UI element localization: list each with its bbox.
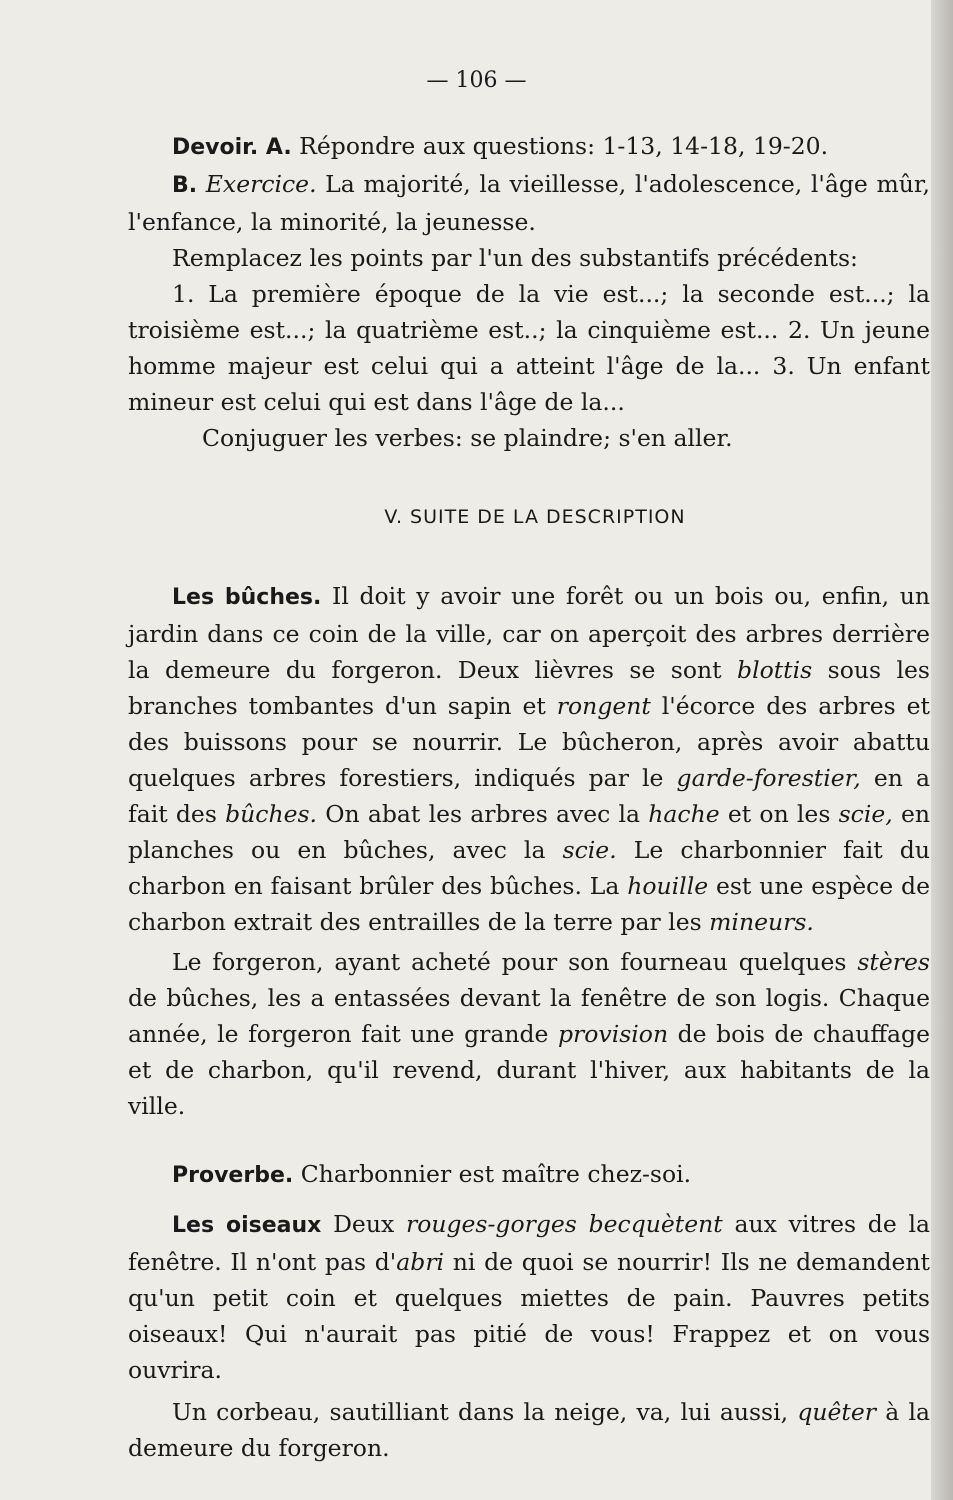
- term-mineurs: mineurs.: [709, 908, 814, 936]
- proverbe-text: Charbonnier est maître chez-soi.: [293, 1160, 692, 1188]
- devoir-text: Répondre aux questions: 1-13, 14-18, 19-20.: [291, 132, 829, 160]
- buches-text: l'écorce des arbres et des buissons pour se nourrir. Le bûcheron, après avoir abattu quelques arbres forestiers, indiqués par le: [128, 692, 930, 792]
- buches-section: [128, 578, 930, 1124]
- term-garde-forestier: garde-forestier,: [676, 764, 861, 792]
- buches-text: de bûches, les a entassées devant la fenêtre de son logis. Chaque année, le forgeron fait une grande: [128, 984, 930, 1048]
- assignment-block: [128, 128, 930, 456]
- buches-text: en a fait des: [128, 764, 931, 828]
- buches-text: Le charbonnier fait du charbon en faisant brûler des bûches. La: [128, 836, 930, 900]
- term-rouges-gorges: rouges-gorges becquètent: [405, 1210, 723, 1238]
- term-hache: hache: [648, 800, 720, 828]
- section-heading: V. SUITE DE LA DESCRIPTION: [384, 506, 686, 528]
- buches-title: Les bûches.: [172, 585, 322, 610]
- buches-text: en planches ou en bûches, avec la: [128, 800, 930, 864]
- exercice-paragraph: [128, 166, 930, 240]
- buches-text: Il doit y avoir une forêt ou un bois ou, enfin, un jardin dans ce coin de la ville, car on aperçoit des arbres derrière la demeure du forgeron. Deux lièvres se sont: [128, 582, 930, 684]
- replace-instruction: Remplacez les points par l'un des substantifs précédents:: [172, 244, 858, 272]
- buches-paragraph-1: [128, 578, 930, 940]
- buches-text: de bois de chauffage et de charbon, qu'il revend, durant l'hiver, aux habitants de la ville.: [128, 1020, 930, 1120]
- oiseaux-text: aux vitres de la fenêtre. Il n'ont pas d': [128, 1210, 931, 1276]
- exercice-text: La majorité, la vieillesse, l'adolescence, l'âge mûr, l'enfance, la minorité, la jeunesse.: [128, 170, 930, 236]
- term-rongent: rongent: [556, 692, 651, 720]
- proverbe-line: [128, 1156, 930, 1194]
- conjugate-instruction: Conjuguer les verbes: se plaindre; s'en aller.: [202, 424, 733, 452]
- page-edge: [931, 0, 953, 1500]
- buches-text: et on les: [719, 800, 839, 828]
- exercice-lead: B.: [172, 173, 198, 198]
- oiseaux-section: [128, 1206, 930, 1466]
- term-queter: quêter: [797, 1398, 876, 1426]
- oiseaux-text: à la demeure du forgeron.: [128, 1398, 930, 1462]
- oiseaux-text: Un corbeau, sautilliant dans la neige, va, lui aussi,: [172, 1398, 798, 1426]
- oiseaux-text: Deux: [321, 1210, 406, 1238]
- term-houille: houille: [627, 872, 709, 900]
- buches-paragraph-2: [128, 944, 930, 1124]
- buches-text: On abat les arbres avec la: [317, 800, 649, 828]
- buches-text: est une espèce de charbon extrait des entrailles de la terre par les: [128, 872, 930, 936]
- proverbe-lead: Proverbe.: [172, 1163, 294, 1188]
- oiseaux-paragraph-2: [128, 1394, 930, 1466]
- exercise-sentences: 1. La première époque de la vie est...; la seconde est...; la troisième est...; la quatrième est..; la cinquième est... 2. Un jeune homme majeur est celui qui a atteint l'âge de la... 3. Un enfant mineur est celui qui est dans l'âge de la...: [128, 280, 930, 416]
- term-buches: bûches.: [225, 800, 318, 828]
- devoir-line: [128, 128, 930, 166]
- oiseaux-text: ni de quoi se nourrir! Ils ne demandent qu'un petit coin et quelques miettes de pain. Pauvres petits oiseaux! Qui n'aurait pas pitié de vous! Frappez et on vous ouvrira.: [128, 1248, 931, 1384]
- term-blottis: blottis: [737, 656, 813, 684]
- term-provision: provision: [558, 1020, 669, 1048]
- oiseaux-paragraph-1: [128, 1206, 930, 1388]
- proverbe-block: [128, 1156, 930, 1194]
- devoir-lead: Devoir. A.: [172, 135, 292, 160]
- term-scie: scie.: [562, 836, 617, 864]
- term-scie: scie,: [838, 800, 893, 828]
- oiseaux-title: Les oiseaux: [172, 1213, 322, 1238]
- buches-text: Le forgeron, ayant acheté pour son fourneau quelques: [172, 948, 858, 976]
- page-number: — 106 —: [426, 68, 527, 93]
- exercice-label: Exercice.: [205, 170, 317, 198]
- buches-text: sous les branches tombantes d'un sapin et: [128, 656, 930, 720]
- term-steres: stères: [857, 948, 930, 976]
- term-abri: abri: [396, 1248, 445, 1276]
